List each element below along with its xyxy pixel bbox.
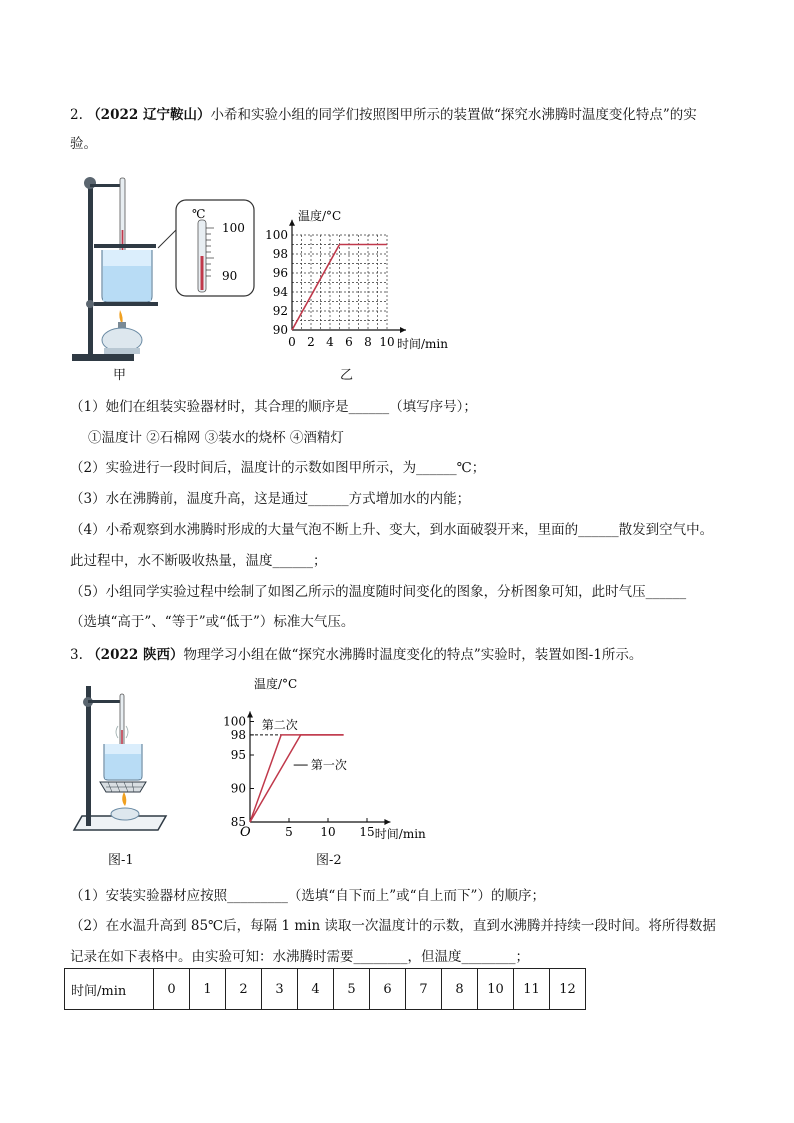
q3-fig1-caption: 图-1 bbox=[108, 853, 134, 868]
q2-sub1-options: ①温度计 ②石棉网 ③装水的烧杯 ④酒精灯 bbox=[88, 430, 344, 446]
q2-stem-line1 bbox=[70, 103, 697, 123]
q2-stem-line2: 验。 bbox=[70, 136, 97, 152]
curve-second-run bbox=[250, 735, 344, 822]
q3-sub2-line1: （2）在水温升高到 85℃后，每隔 1 min 读取一次温度计的示数，直到水沸腾并持续一段时间。将所得数据 bbox=[70, 918, 716, 934]
y-tick-label: 95 bbox=[230, 748, 246, 762]
q3-sub2-line2: 记录在如下表格中。由实验可知：水沸腾时需要________，但温度________； bbox=[70, 949, 529, 965]
q3-sub1: （1）安装实验器材应按照_________（选填“自下而上”或“自上而下”）的顺序； bbox=[70, 888, 545, 904]
table-header-time: 时间/min bbox=[65, 969, 154, 1010]
q2-source: （2022 辽宁鞍山） bbox=[87, 107, 211, 123]
y-tick-label: 96 bbox=[272, 266, 288, 280]
y-tick-label: 98 bbox=[272, 247, 288, 261]
x-tick-label: 2 bbox=[307, 335, 315, 349]
y-tick-label: 85 bbox=[230, 815, 246, 829]
table-cell-time: 10 bbox=[478, 969, 514, 1010]
x-tick-label: 15 bbox=[359, 825, 375, 839]
label-second-run: 第二次 bbox=[261, 717, 298, 732]
x-axis-label: 时间/min bbox=[374, 827, 426, 841]
table-cell-time: 11 bbox=[514, 969, 550, 1010]
x-axis-label: 时间/min bbox=[397, 337, 448, 351]
q3-fig2-caption: 图-2 bbox=[316, 853, 342, 868]
x-tick-label: 6 bbox=[345, 335, 353, 349]
table-cell-time: 2 bbox=[226, 969, 262, 1010]
y-axis-label: 温度/°C bbox=[254, 677, 298, 691]
q2-sub5-line2: （选填“高于”、“等于”或“低于”）标准大气压。 bbox=[70, 614, 355, 630]
x-tick-label: 0 bbox=[288, 335, 296, 349]
thermometer-unit: ℃ bbox=[192, 207, 206, 221]
q3-stem bbox=[70, 643, 642, 663]
y-tick-label: 100 bbox=[223, 714, 246, 729]
q2-sub5-line1: （5）小组同学实验过程中绘制了如图乙所示的温度随时间变化的图象，分析图象可知，此时气压______ bbox=[70, 584, 687, 600]
y-tick-label: 98 bbox=[230, 727, 246, 742]
table-cell-time: 4 bbox=[298, 969, 334, 1010]
y-axis-arrow bbox=[247, 711, 253, 717]
q2-sub2: （2）实验进行一段时间后，温度计的示数如图甲所示，为______℃； bbox=[70, 460, 486, 476]
q3-data-table bbox=[64, 968, 586, 1010]
table-cell-time: 5 bbox=[334, 969, 370, 1010]
table-row bbox=[65, 969, 586, 1010]
table-cell-time: 8 bbox=[442, 969, 478, 1010]
x-tick-label: 4 bbox=[326, 335, 334, 349]
table-cell-time: 6 bbox=[370, 969, 406, 1010]
thermometer-tick-90: 90 bbox=[222, 269, 238, 283]
table-cell-time: 1 bbox=[190, 969, 226, 1010]
curve-first-run bbox=[250, 735, 344, 822]
y-axis-label: 温度/°C bbox=[298, 209, 342, 223]
q3-temperature-graph bbox=[222, 672, 434, 844]
q3-stem-text: 物理学习小组在做“探究水沸腾时温度变化的特点”实验时，装置如图-1所示。 bbox=[183, 647, 643, 663]
origin-label: O bbox=[240, 825, 251, 840]
q2-number: 2. bbox=[70, 107, 83, 123]
x-axis-arrow bbox=[384, 819, 390, 825]
q2-stem: 小希和实验小组的同学们按照图甲所示的装置做“探究水沸腾时温度变化特点”的实 bbox=[210, 107, 697, 123]
q2-temperature-graph bbox=[266, 206, 466, 356]
x-tick-label: 8 bbox=[364, 335, 372, 349]
q2-sub1: （1）她们在组装实验器材时，其合理的顺序是______（填写序号）； bbox=[70, 399, 477, 415]
x-tick-label: 5 bbox=[285, 825, 293, 839]
q2-sub4-line2: 此过程中，水不断吸收热量，温度______； bbox=[70, 553, 327, 569]
y-tick-label: 100 bbox=[266, 228, 288, 242]
y-tick-label: 90 bbox=[272, 323, 288, 337]
q3-source: （2022 陕西） bbox=[87, 647, 184, 663]
x-axis-arrow bbox=[400, 327, 406, 333]
table-cell-time: 7 bbox=[406, 969, 442, 1010]
table-cell-time: 3 bbox=[262, 969, 298, 1010]
q2-sub3: （3）水在沸腾前，温度升高，这是通过______方式增加水的内能； bbox=[70, 491, 471, 507]
q2-sub4-line1: （4）小希观察到水沸腾时形成的大量气泡不断上升、变大，到水面破裂开来，里面的______散发到空气中。 bbox=[70, 522, 714, 538]
thermometer-tick-100: 100 bbox=[222, 221, 245, 235]
table-cell-time: 12 bbox=[550, 969, 586, 1010]
q2-fig-yi-caption: 乙 bbox=[340, 368, 354, 383]
x-tick-label: 10 bbox=[379, 335, 395, 349]
q3-number: 3. bbox=[70, 647, 83, 663]
table-cell-time: 0 bbox=[154, 969, 190, 1010]
y-tick-label: 90 bbox=[230, 781, 246, 796]
q2-apparatus-figure bbox=[68, 170, 258, 370]
y-tick-label: 94 bbox=[272, 285, 288, 299]
q2-fig-jia-caption: 甲 bbox=[113, 368, 127, 383]
y-tick-label: 92 bbox=[272, 304, 288, 318]
q3-apparatus-figure bbox=[70, 680, 170, 845]
x-tick-label: 10 bbox=[320, 825, 336, 839]
label-first-run: 第一次 bbox=[310, 758, 347, 773]
y-axis-arrow bbox=[289, 220, 295, 226]
